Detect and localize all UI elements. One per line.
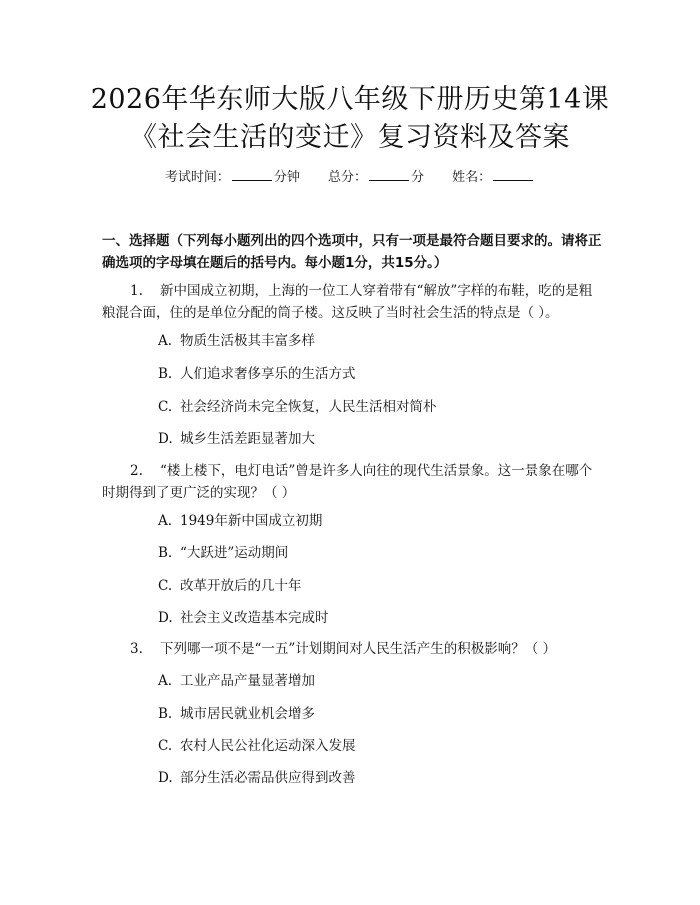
question-number: 2. xyxy=(130,463,143,479)
name-field xyxy=(452,168,535,188)
option-text: 人们追求奢侈享乐的生活方式 xyxy=(180,366,356,382)
option-letter: C. xyxy=(158,399,173,415)
question-number: 3. xyxy=(130,641,143,657)
option-text: 社会主义改造基本完成时 xyxy=(180,610,329,626)
time-blank[interactable] xyxy=(232,168,272,181)
question-1-option-a[interactable] xyxy=(158,331,315,351)
score-field xyxy=(328,168,424,188)
page-title-line2: 《社会生活的变迁》复习资料及答案 xyxy=(130,122,570,153)
option-letter: D. xyxy=(158,610,173,626)
option-text: 城市居民就业机会增多 xyxy=(180,706,315,722)
question-1 xyxy=(102,280,602,324)
option-letter: B. xyxy=(158,706,173,722)
question-3-option-d[interactable] xyxy=(158,768,356,788)
time-unit: 分钟 xyxy=(273,170,300,185)
option-letter: C. xyxy=(158,578,173,594)
question-3-option-b[interactable] xyxy=(158,704,315,724)
option-text: 物质生活极其丰富多样 xyxy=(180,333,315,349)
question-3 xyxy=(102,638,602,660)
option-letter: A. xyxy=(158,673,173,689)
question-text: 新中国成立初期，上海的一位工人穿着带有“解放”字样的布鞋，吃的是粗粮混合面，住的是单位分配的筒子楼。这反映了当时社会生活的特点是（ ）。 xyxy=(102,283,593,321)
question-3-option-c[interactable] xyxy=(158,736,356,756)
question-2-option-c[interactable] xyxy=(158,576,302,596)
question-text: 下列哪一项不是“一五”计划期间对人民生活产生的积极影响？（ ） xyxy=(160,641,557,657)
question-3-option-a[interactable] xyxy=(158,671,315,691)
question-text: “楼上楼下，电灯电话”曾是许多人向往的现代生活景象。这一景象在哪个时期得到了更广泛的实现？（ ） xyxy=(102,463,593,501)
question-1-option-c[interactable] xyxy=(158,397,437,417)
score-blank[interactable] xyxy=(369,168,409,181)
option-letter: B. xyxy=(158,545,173,561)
option-text: 1949年新中国成立初期 xyxy=(180,513,323,529)
option-letter: D. xyxy=(158,431,173,447)
page-title-line1: 2026年华东师大版八年级下册历史第14课 xyxy=(90,84,610,115)
option-letter: B. xyxy=(158,366,173,382)
option-letter: A. xyxy=(158,333,173,349)
section-heading: 一、选择题（下列每小题列出的四个选项中，只有一项是最符合题目要求的。请将正确选项的字母填在题后的括号内。每小题1分，共15分。） xyxy=(102,233,602,271)
option-text: “大跃进”运动期间 xyxy=(180,545,289,561)
time-field xyxy=(165,168,300,188)
question-2 xyxy=(102,460,602,504)
exam-meta xyxy=(0,168,700,188)
question-2-option-b[interactable] xyxy=(158,543,288,563)
option-text: 改革开放后的几十年 xyxy=(180,578,302,594)
option-text: 城乡生活差距显著加大 xyxy=(180,431,315,447)
option-text: 部分生活必需品供应得到改善 xyxy=(180,770,356,786)
question-number: 1. xyxy=(130,283,143,299)
question-2-option-d[interactable] xyxy=(158,608,329,628)
score-unit: 分 xyxy=(411,170,425,185)
question-1-option-d[interactable] xyxy=(158,429,315,449)
option-letter: D. xyxy=(158,770,173,786)
option-letter: C. xyxy=(158,738,173,754)
question-1-option-b[interactable] xyxy=(158,364,356,384)
option-letter: A. xyxy=(158,513,173,529)
option-text: 农村人民公社化运动深入发展 xyxy=(180,738,356,754)
name-blank[interactable] xyxy=(493,168,533,181)
time-label: 考试时间： xyxy=(164,170,230,185)
option-text: 工业产品产量显著增加 xyxy=(180,673,315,689)
option-text: 社会经济尚未完全恢复，人民生活相对简朴 xyxy=(180,399,437,415)
question-2-option-a[interactable] xyxy=(158,511,322,531)
name-label: 姓名： xyxy=(452,170,492,185)
score-label: 总分： xyxy=(327,170,367,185)
